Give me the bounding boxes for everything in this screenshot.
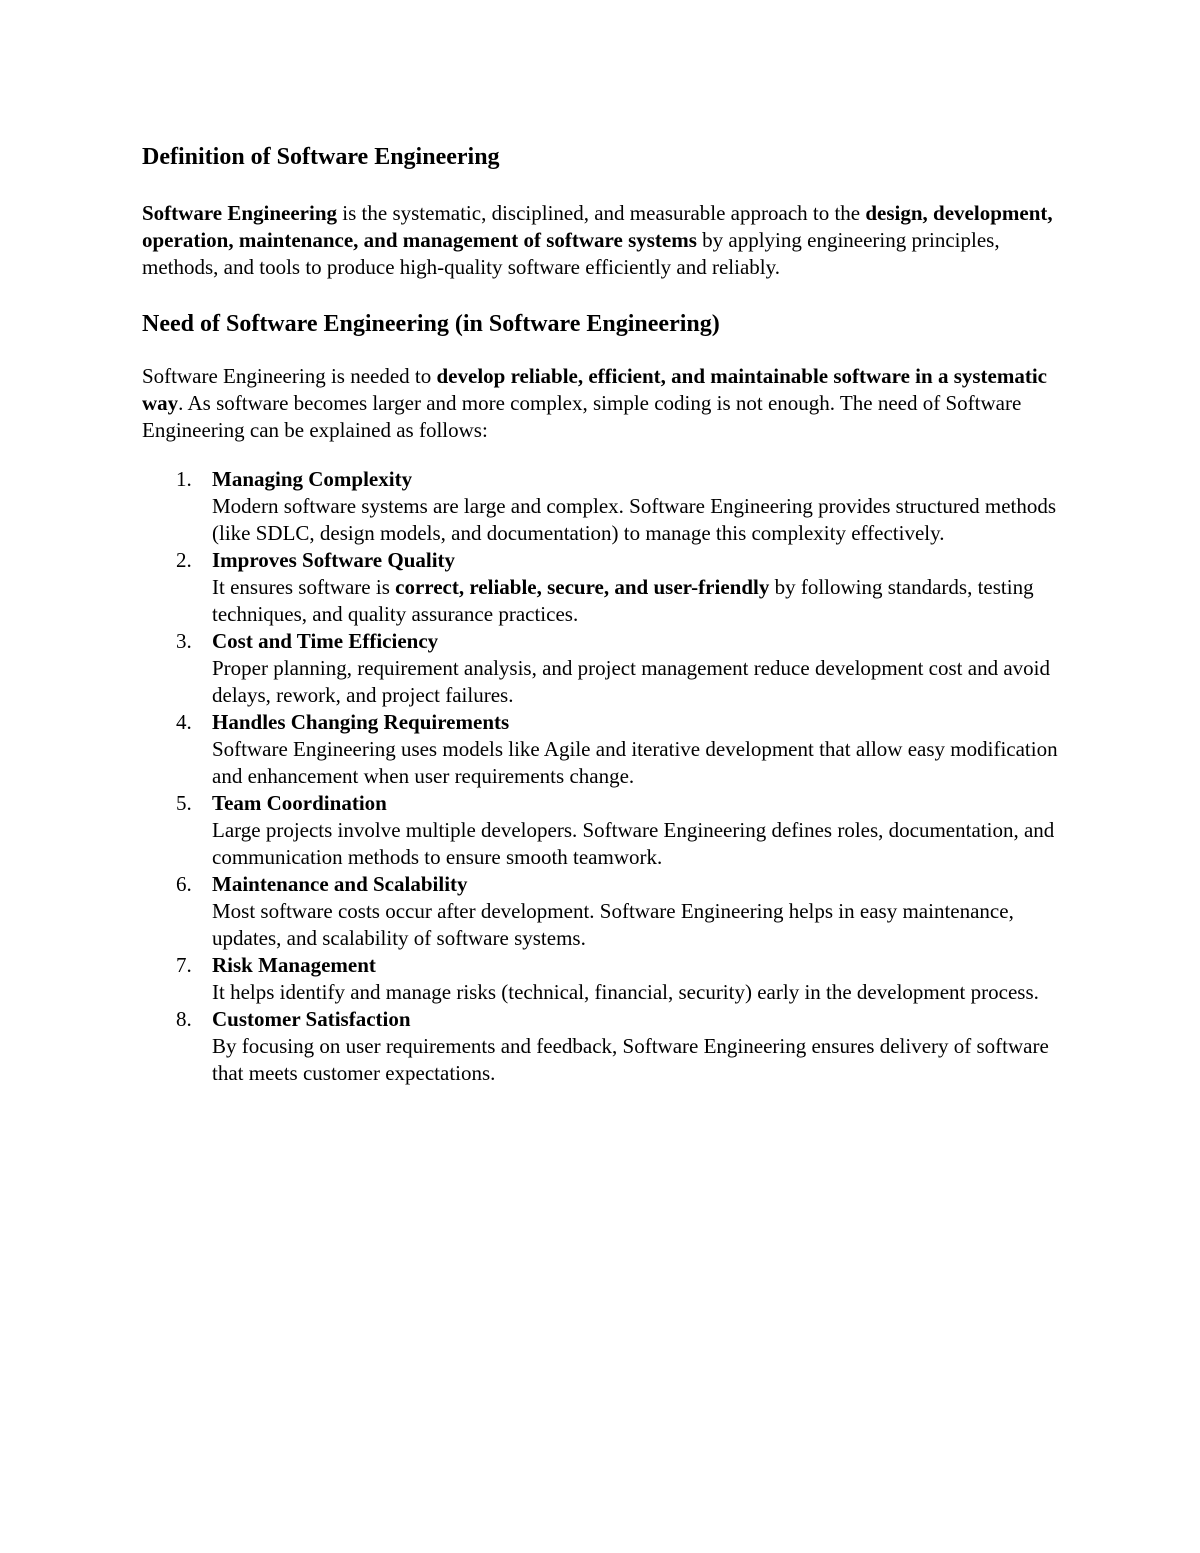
list-item-description: Modern software systems are large and complex. Software Engineering provides structured methods (like SDLC, design models, and documentation) to manage this complexity effectively. — [212, 494, 1057, 545]
definition-term: Software Engineering — [142, 201, 338, 225]
definition-paragraph — [142, 200, 1072, 281]
list-item — [142, 628, 1072, 709]
need-paragraph — [142, 363, 1072, 444]
list-item-number: 4. — [176, 710, 192, 734]
list-item-number: 7. — [176, 953, 192, 977]
definition-text-1: is the systematic, disciplined, and measurable approach to the — [337, 201, 866, 225]
list-item-description: Most software costs occur after development. Software Engineering helps in easy maintenance, updates, and scalability of software systems. — [212, 899, 1014, 950]
definition-text-2: by applying engineering principles, methods, and tools to produce high-quality software efficiently and reliably. — [142, 228, 1000, 279]
list-item-title: Handles Changing Requirements — [212, 710, 510, 734]
list-item-description-part: by following standards, testing techniques, and quality assurance practices. — [212, 575, 1034, 626]
list-item-number: 3. — [176, 629, 192, 653]
document-page — [142, 142, 1072, 1087]
list-item-title: Team Coordination — [212, 791, 387, 815]
list-item — [142, 547, 1072, 628]
list-item-title: Risk Management — [212, 953, 376, 977]
list-item-number: 8. — [176, 1007, 192, 1031]
list-item-description: Software Engineering uses models like Agile and iterative development that allow easy modification and enhancement when user requirements change. — [212, 737, 1058, 788]
definition-emphasis: design, development, operation, maintenance, and management of software systems — [142, 201, 1053, 252]
list-item-description: It helps identify and manage risks (technical, financial, security) early in the development process. — [212, 980, 1039, 1004]
list-item — [142, 790, 1072, 871]
need-emphasis: develop reliable, efficient, and maintainable software in a systematic way — [142, 364, 1047, 415]
list-item — [142, 952, 1072, 1006]
need-list — [142, 466, 1072, 1087]
list-item-description: By focusing on user requirements and feedback, Software Engineering ensures delivery of software that meets customer expectations. — [212, 1034, 1049, 1085]
list-item-title: Improves Software Quality — [212, 548, 456, 572]
list-item-number: 5. — [176, 791, 192, 815]
list-item — [142, 466, 1072, 547]
need-text-2: . As software becomes larger and more complex, simple coding is not enough. The need of Software Engineering can be explained as follows: — [142, 391, 1022, 442]
list-item-description: Proper planning, requirement analysis, and project management reduce development cost and avoid delays, rework, and project failures. — [212, 656, 1050, 707]
list-item-number: 1. — [176, 467, 192, 491]
list-item-description-part: It ensures software is — [212, 575, 396, 599]
list-item-description: Large projects involve multiple developers. Software Engineering defines roles, documentation, and communication methods to ensure smooth teamwork. — [212, 818, 1055, 869]
list-item — [142, 709, 1072, 790]
need-heading: Need of Software Engineering (in Software Engineering) — [142, 311, 720, 337]
list-item-description-emphasis: correct, reliable, secure, and user-friendly — [395, 575, 770, 599]
list-item-title: Customer Satisfaction — [212, 1007, 411, 1031]
list-item-number: 2. — [176, 548, 192, 572]
list-item — [142, 871, 1072, 952]
list-item-description — [212, 574, 1072, 628]
need-text-1: Software Engineering is needed to — [142, 364, 437, 388]
list-item — [142, 1006, 1072, 1087]
list-item-title: Managing Complexity — [212, 467, 413, 491]
list-item-title: Cost and Time Efficiency — [212, 629, 439, 653]
list-item-title: Maintenance and Scalability — [212, 872, 468, 896]
definition-heading: Definition of Software Engineering — [142, 144, 500, 170]
list-item-number: 6. — [176, 872, 192, 896]
